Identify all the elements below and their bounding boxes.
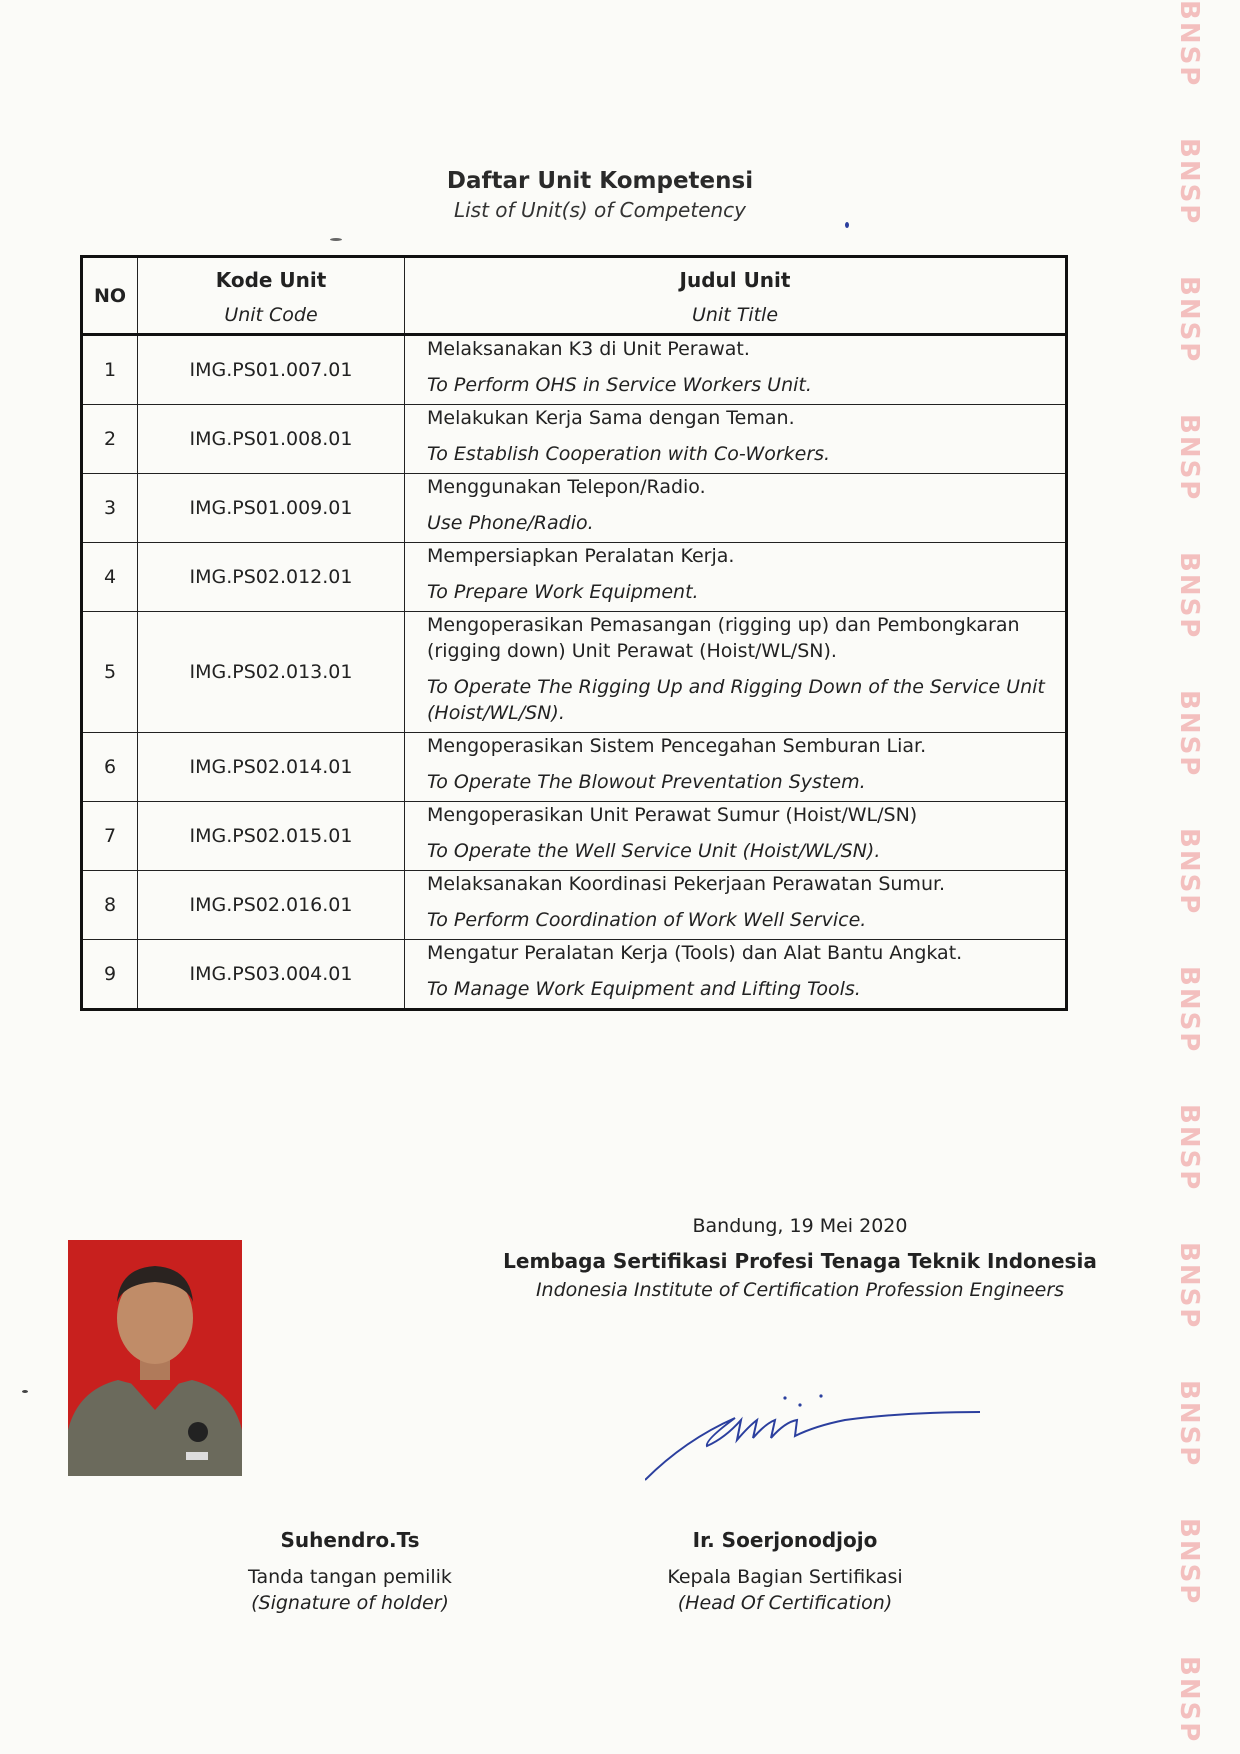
- unit-title-id: Melakukan Kerja Sama dengan Teman.: [427, 407, 795, 429]
- signature-dot: [798, 1403, 801, 1406]
- table-header-row: [82, 257, 1067, 335]
- header-unit-title-label-en: Unit Title: [691, 303, 779, 326]
- holder-role-en: (Signature of holder): [251, 1592, 449, 1614]
- unit-title-id: Mengoperasikan Unit Perawat Sumur (Hoist/WL/SN): [427, 804, 918, 826]
- signature-dot: [819, 1394, 822, 1397]
- header-unit-title: [405, 257, 1067, 335]
- head-signature: [645, 1380, 985, 1490]
- unit-title: [405, 871, 1067, 940]
- unit-code: IMG.PS02.016.01: [138, 871, 405, 940]
- watermark-text: BNSP: [1174, 966, 1204, 1054]
- header-unit-code: [138, 257, 405, 335]
- table-row: [82, 802, 1067, 871]
- unit-title-en: To Perform Coordination of Work Well Service.: [427, 909, 867, 931]
- ink-speck: [22, 1390, 28, 1393]
- watermark-text: BNSP: [1174, 414, 1204, 502]
- watermark-text: BNSP: [1174, 0, 1204, 88]
- unit-title: [405, 612, 1067, 733]
- issuer-block: [470, 1215, 1130, 1301]
- unit-code: IMG.PS01.009.01: [138, 474, 405, 543]
- watermark-text: BNSP: [1174, 138, 1204, 226]
- unit-title: [405, 335, 1067, 405]
- unit-title-en: To Establish Cooperation with Co-Workers.: [427, 443, 831, 465]
- watermark-text: BNSP: [1174, 1518, 1204, 1606]
- table-row: [82, 733, 1067, 802]
- header-unit-title-label: Judul Unit: [679, 267, 791, 292]
- head-name: Ir. Soerjonodjojo: [692, 1528, 878, 1552]
- row-number: 3: [82, 474, 138, 543]
- unit-code: IMG.PS02.015.01: [138, 802, 405, 871]
- unit-code: IMG.PS02.013.01: [138, 612, 405, 733]
- holder-role: Tanda tangan pemilik: [248, 1566, 452, 1588]
- header-no: NO: [82, 257, 138, 335]
- row-number: 7: [82, 802, 138, 871]
- page-subtitle: List of Unit(s) of Competency: [453, 198, 747, 222]
- head-role: Kepala Bagian Sertifikasi: [667, 1566, 903, 1588]
- unit-code: IMG.PS02.012.01: [138, 543, 405, 612]
- page-heading: [0, 168, 1200, 222]
- unit-code: IMG.PS01.007.01: [138, 335, 405, 405]
- head-signature-block: [640, 1528, 930, 1614]
- header-unit-code-label-en: Unit Code: [224, 303, 318, 326]
- row-number: 9: [82, 940, 138, 1010]
- unit-title-en: To Operate The Rigging Up and Rigging Down of the Service Unit (Hoist/WL/SN).: [427, 676, 1045, 724]
- unit-title-id: Mengatur Peralatan Kerja (Tools) dan Alat Bantu Angkat.: [427, 942, 963, 964]
- holder-photo: [68, 1240, 242, 1476]
- watermark-text: BNSP: [1174, 1380, 1204, 1468]
- row-number: 8: [82, 871, 138, 940]
- unit-title-en: Use Phone/Radio.: [427, 512, 594, 534]
- row-number: 4: [82, 543, 138, 612]
- page-title: Daftar Unit Kompetensi: [446, 168, 754, 194]
- table-row: [82, 612, 1067, 733]
- unit-title-id: Menggunakan Telepon/Radio.: [427, 476, 706, 498]
- competency-units-table: [80, 255, 1068, 1011]
- table-row: [82, 940, 1067, 1010]
- watermark-text: BNSP: [1174, 552, 1204, 640]
- unit-title-en: To Prepare Work Equipment.: [427, 581, 699, 603]
- watermark-text: BNSP: [1174, 828, 1204, 916]
- holder-name: Suhendro.Ts: [280, 1528, 420, 1552]
- unit-title: [405, 940, 1067, 1010]
- issuer-organization-en: Indonesia Institute of Certification Profession Engineers: [535, 1279, 1065, 1301]
- unit-title-id: Mengoperasikan Pemasangan (rigging up) dan Pembongkaran (rigging down) Unit Perawat (Hoist/WL/SN).: [427, 614, 1020, 662]
- shirt-tag: [186, 1452, 208, 1460]
- unit-title-en: To Perform OHS in Service Workers Unit.: [427, 374, 812, 396]
- watermark-text: BNSP: [1174, 690, 1204, 778]
- table-row: [82, 543, 1067, 612]
- ink-speck: [845, 222, 849, 228]
- header-unit-code-label: Kode Unit: [215, 267, 327, 292]
- holder-portrait: [68, 1240, 242, 1476]
- unit-title-en: To Operate the Well Service Unit (Hoist/WL/SN).: [427, 840, 881, 862]
- head-role-en: (Head Of Certification): [677, 1592, 893, 1614]
- row-number: 1: [82, 335, 138, 405]
- unit-title: [405, 543, 1067, 612]
- row-number: 2: [82, 405, 138, 474]
- ink-speck: [330, 238, 342, 241]
- unit-code: IMG.PS03.004.01: [138, 940, 405, 1010]
- watermark-text: BNSP: [1174, 1104, 1204, 1192]
- signature-stroke: [645, 1412, 980, 1480]
- unit-title: [405, 405, 1067, 474]
- holder-signature-block: [220, 1528, 480, 1614]
- watermark-text: BNSP: [1174, 276, 1204, 364]
- table-row: [82, 335, 1067, 405]
- table-row: [82, 405, 1067, 474]
- unit-title-en: To Manage Work Equipment and Lifting Tools.: [427, 978, 861, 1000]
- unit-title-id: Mengoperasikan Sistem Pencegahan Semburan Liar.: [427, 735, 927, 757]
- unit-title: [405, 802, 1067, 871]
- row-number: 5: [82, 612, 138, 733]
- table-row: [82, 871, 1067, 940]
- unit-title: [405, 474, 1067, 543]
- watermark-text: BNSP: [1174, 1242, 1204, 1330]
- unit-code: IMG.PS02.014.01: [138, 733, 405, 802]
- row-number: 6: [82, 733, 138, 802]
- table-row: [82, 474, 1067, 543]
- signature-dot: [783, 1396, 786, 1399]
- unit-title-en: To Operate The Blowout Preventation System.: [427, 771, 866, 793]
- unit-title-id: Mempersiapkan Peralatan Kerja.: [427, 545, 735, 567]
- issuer-organization: Lembaga Sertifikasi Profesi Tenaga Teknik Indonesia: [503, 1249, 1097, 1273]
- place-date: Bandung, 19 Mei 2020: [692, 1215, 908, 1237]
- unit-title-id: Melaksanakan Koordinasi Pekerjaan Perawatan Sumur.: [427, 873, 946, 895]
- watermark-text: BNSP: [1174, 1656, 1204, 1744]
- unit-code: IMG.PS01.008.01: [138, 405, 405, 474]
- shirt-badge: [188, 1422, 208, 1442]
- unit-title: [405, 733, 1067, 802]
- unit-title-id: Melaksanakan K3 di Unit Perawat.: [427, 338, 750, 360]
